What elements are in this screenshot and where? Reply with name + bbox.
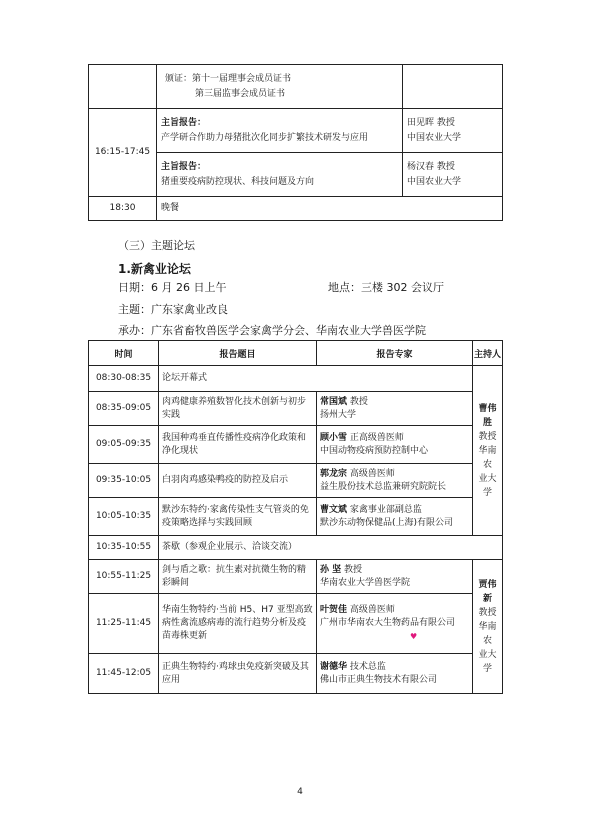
table-row: 11:45-12:05 正典生物特约·鸡球虫免疫新突破及其应用 谢德华 技术总监 佛山市正典生物技术有限公司 [89,654,503,694]
table-row: 08:35-09:05 肉鸡健康养殖数智化技术创新与初步实践 常国斌 教授 扬州大学 [89,392,503,426]
table-header-row [89,341,503,366]
page-number: 4 [297,787,303,797]
chair-cell: 贾伟新 教授 华南农 业大学 [473,560,503,694]
award-cell [157,65,403,109]
award-line: 第三届监事会成员证书 [195,88,286,99]
forum-host: 承办：广东省畜牧兽医学会家禽学分会、华南农业大学兽医学院 [118,324,426,337]
table-row: 10:05-10:35 默沙东特约·家禽传染性支气管炎的免疫策略选择与实践回顾 曹文斌 家禽事业部副总监 默沙东动物保健品(上海)有限公司 [89,498,503,536]
forum-theme: 主题：广东家禽业改良 [118,303,228,316]
header-speaker: 报告专家 [317,341,473,366]
dinner-time: 18:30 [89,197,157,221]
forum-date: 日期：6 月 26 日上午 [118,281,227,294]
speaker-cell: 杨汉春 教授 中国农业大学 [403,153,503,197]
table-row: 08:30-08:35 论坛开幕式 曹伟胜 教授 华南农 业大学 [89,366,503,392]
table-row [89,197,503,221]
award-line: 颁证：第十一届理事会成员证书 [165,73,292,84]
header-time: 时间 [89,341,159,366]
table-row: 10:35-10:55 茶歇（参观企业展示、洽谈交流） [89,536,503,560]
heart-mark-icon: ♥ [410,632,418,641]
dinner-label: 晚餐 [157,197,503,221]
schedule-table-continued [88,64,503,221]
talk-cell: 主旨报告： 猪重要疫病防控现状、科技问题及方向 [157,153,403,197]
header-topic: 报告题目 [159,341,317,366]
table-row: 09:05-09:35 我国种鸡垂直传播性疫病净化政策和净化现状 顾小雪 正高级兽医师 中国动物疫病预防控制中心 [89,426,503,464]
chair-cell: 曹伟胜 教授 华南农 业大学 [473,366,503,536]
forum-place: 地点：三楼 302 会议厅 [328,281,444,294]
section-heading: （三）主题论坛 [118,239,195,252]
table-row [89,65,503,109]
table-row: 10:55-11:25 剑与盾之歌：抗生素对抗微生物的精彩瞬间 孙 坚 教授 华南农业大学兽医学院 贾伟新 教授 华南农 业大学 [89,560,503,594]
table-row [89,109,503,153]
forum-schedule-table [88,340,503,694]
forum-title: 1.新禽业论坛 [118,262,191,276]
session-time: 16:15-17:45 [89,109,157,197]
table-row: 09:35-10:05 白羽肉鸡感染鸭疫的防控及启示 郭龙宗 高级兽医师 益生股份技术总监兼研究院院长 [89,464,503,498]
speaker-cell: 田见晖 教授 中国农业大学 [403,109,503,153]
talk-cell: 主旨报告： 产学研合作助力母猪批次化同步扩繁技术研发与应用 [157,109,403,153]
table-row: 11:25-11:45 华南生物特约·当前 H5、H7 亚型高致病性禽流感病毒的流行趋势分析及疫苗毒株更新 叶贺佳 高级兽医师 广州市华南农大生物药品有限公司 ♥ [89,594,503,654]
header-chair: 主持人 [473,341,503,366]
